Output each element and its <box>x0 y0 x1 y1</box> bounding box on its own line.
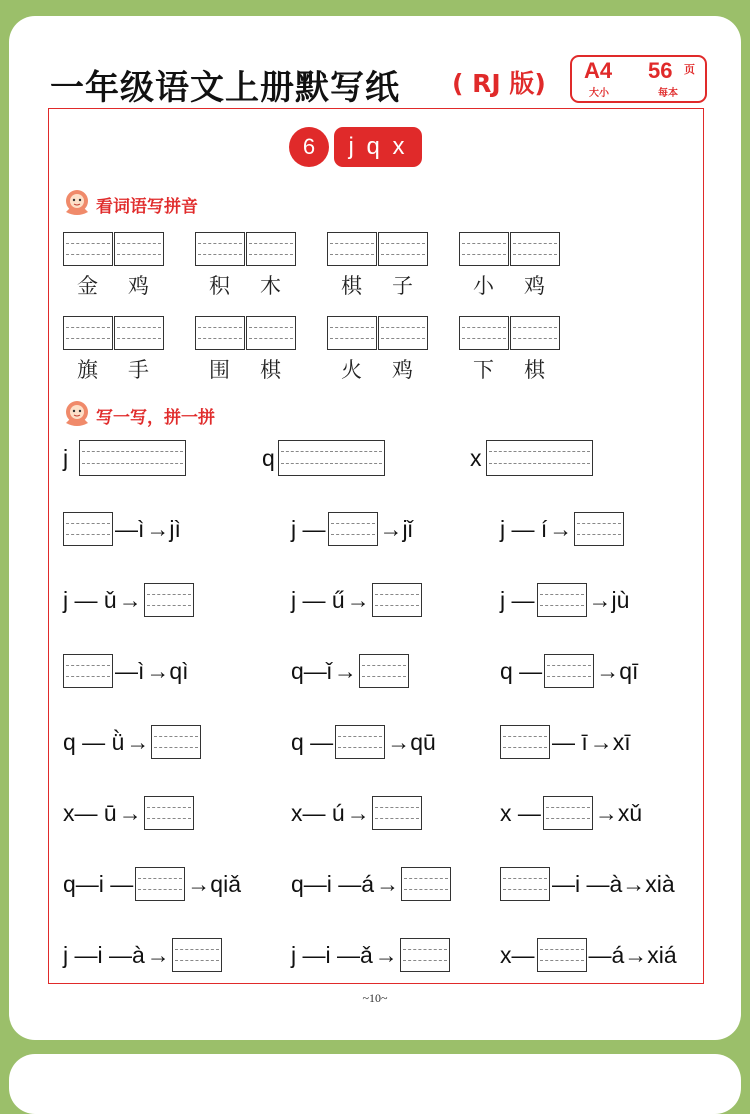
pinyin-expression: j — ǔ <box>63 587 117 613</box>
paper-size-label: 大小 <box>589 88 609 99</box>
initial-letter: x <box>470 445 482 471</box>
pinyin-expression: —á→xiá <box>588 942 677 968</box>
lion-icon <box>62 399 94 429</box>
chinese-character: 棋 <box>260 358 281 382</box>
pinyin-writing-box[interactable] <box>574 512 624 546</box>
pinyin-writing-box[interactable] <box>63 232 113 266</box>
chinese-character: 火 <box>341 358 362 382</box>
pinyin-writing-box[interactable] <box>372 583 422 617</box>
chinese-character: 旗 <box>77 358 98 382</box>
pinyin-writing-box[interactable] <box>486 440 593 476</box>
pinyin-writing-box[interactable] <box>543 796 593 830</box>
chinese-character: 子 <box>392 274 413 298</box>
pinyin-writing-box[interactable] <box>195 232 245 266</box>
section-1-title: 看词语写拼音 <box>96 197 198 217</box>
next-page-edge <box>9 1054 741 1114</box>
chinese-character: 小 <box>473 274 494 298</box>
chinese-character: 手 <box>128 358 149 382</box>
pinyin-expression: q—ǐ <box>291 658 332 684</box>
pinyin-expression: — ī <box>552 729 588 755</box>
lesson-number: 6 <box>289 127 329 167</box>
pinyin-writing-box[interactable] <box>328 512 378 546</box>
pinyin-expression: q—i — <box>63 871 134 897</box>
page-count-unit: 页 <box>684 63 695 76</box>
chinese-character: 木 <box>260 274 281 298</box>
chinese-character: 棋 <box>524 358 545 382</box>
pinyin-expression: → <box>346 587 370 613</box>
pinyin-writing-box[interactable] <box>135 867 185 901</box>
lion-icon <box>62 188 94 218</box>
pinyin-writing-box[interactable] <box>79 440 186 476</box>
pinyin-expression: → <box>146 942 170 968</box>
pinyin-expression: —ì <box>115 658 145 684</box>
pinyin-writing-box[interactable] <box>63 316 113 350</box>
spec-badge <box>570 55 707 103</box>
chinese-character: 围 <box>209 358 230 382</box>
page-count: 56 <box>648 58 673 83</box>
pinyin-expression: —i —à→xià <box>552 871 675 897</box>
pinyin-expression: →qī <box>596 658 639 684</box>
paper-size: A4 <box>584 58 613 83</box>
pinyin-expression: → <box>374 942 398 968</box>
pinyin-writing-box[interactable] <box>510 232 560 266</box>
pinyin-expression: q — <box>291 729 334 755</box>
pinyin-writing-box[interactable] <box>500 867 550 901</box>
pinyin-expression: q — ǜ <box>63 729 125 755</box>
pinyin-writing-box[interactable] <box>195 316 245 350</box>
page-title: 一年级语文上册默写纸 <box>50 68 400 108</box>
pinyin-writing-box[interactable] <box>378 316 428 350</box>
pinyin-expression: →qì <box>146 658 189 684</box>
pinyin-writing-box[interactable] <box>500 725 550 759</box>
pinyin-expression: j — ű <box>291 587 345 613</box>
pinyin-writing-box[interactable] <box>144 583 194 617</box>
pinyin-writing-box[interactable] <box>151 725 201 759</box>
pinyin-expression: j —i —à <box>63 942 145 968</box>
pinyin-expression: →qū <box>387 729 436 755</box>
pinyin-expression: →xǔ <box>594 800 643 826</box>
chinese-character: 积 <box>209 274 230 298</box>
pinyin-expression: x — <box>500 800 541 826</box>
pinyin-expression: →jì <box>146 516 181 542</box>
pinyin-writing-box[interactable] <box>537 938 587 972</box>
edition-label: ( RJ 版) <box>452 69 546 98</box>
pinyin-expression: x— <box>500 942 535 968</box>
chinese-character: 鸡 <box>128 274 149 298</box>
pinyin-expression: → <box>126 729 150 755</box>
pinyin-expression: —ì <box>115 516 145 542</box>
pinyin-writing-box[interactable] <box>63 512 113 546</box>
pinyin-writing-box[interactable] <box>278 440 385 476</box>
chinese-character: 鸡 <box>524 274 545 298</box>
page-number: ~10~ <box>362 991 388 1005</box>
pinyin-writing-box[interactable] <box>172 938 222 972</box>
pinyin-expression: j —i —ǎ <box>291 942 373 968</box>
pinyin-writing-box[interactable] <box>401 867 451 901</box>
pinyin-writing-box[interactable] <box>359 654 409 688</box>
pinyin-expression: x— ū <box>63 800 117 826</box>
pinyin-writing-box[interactable] <box>400 938 450 972</box>
section-2-title: 写一写，拼一拼 <box>96 408 215 428</box>
initial-letter: j <box>63 445 69 471</box>
pinyin-writing-box[interactable] <box>459 316 509 350</box>
pinyin-writing-box[interactable] <box>537 583 587 617</box>
lesson-title: j q x <box>334 127 422 167</box>
pinyin-writing-box[interactable] <box>510 316 560 350</box>
pinyin-writing-box[interactable] <box>63 654 113 688</box>
chinese-character: 棋 <box>341 274 362 298</box>
pinyin-expression: j — <box>500 587 535 613</box>
initial-letter: q <box>262 445 275 471</box>
pinyin-expression: → <box>333 658 357 684</box>
pinyin-expression: → <box>376 871 400 897</box>
pinyin-writing-box[interactable] <box>144 796 194 830</box>
pinyin-writing-box[interactable] <box>544 654 594 688</box>
pinyin-writing-box[interactable] <box>327 316 377 350</box>
pinyin-writing-box[interactable] <box>327 232 377 266</box>
pinyin-writing-box[interactable] <box>372 796 422 830</box>
pinyin-expression: → <box>118 587 142 613</box>
pinyin-writing-box[interactable] <box>246 232 296 266</box>
pinyin-writing-box[interactable] <box>114 232 164 266</box>
pinyin-expression: x— ú <box>291 800 345 826</box>
pinyin-expression: →jǐ <box>379 516 413 542</box>
page-count-label: 每本 <box>658 88 678 99</box>
pinyin-expression: → <box>346 800 370 826</box>
pinyin-expression: j — í <box>500 516 548 542</box>
chinese-character: 金 <box>77 274 98 298</box>
chinese-character: 鸡 <box>392 358 413 382</box>
pinyin-expression: →qiǎ <box>187 871 241 897</box>
pinyin-expression: →xī <box>589 729 631 755</box>
pinyin-expression: →jù <box>588 587 630 613</box>
pinyin-expression: → <box>118 800 142 826</box>
pinyin-expression: q—i —á <box>291 871 375 897</box>
pinyin-writing-box[interactable] <box>335 725 385 759</box>
pinyin-writing-box[interactable] <box>459 232 509 266</box>
pinyin-writing-box[interactable] <box>114 316 164 350</box>
pinyin-expression: j — <box>291 516 326 542</box>
chinese-character: 下 <box>473 358 494 382</box>
pinyin-writing-box[interactable] <box>378 232 428 266</box>
pinyin-expression: q — <box>500 658 543 684</box>
pinyin-writing-box[interactable] <box>246 316 296 350</box>
pinyin-expression: → <box>549 516 573 542</box>
